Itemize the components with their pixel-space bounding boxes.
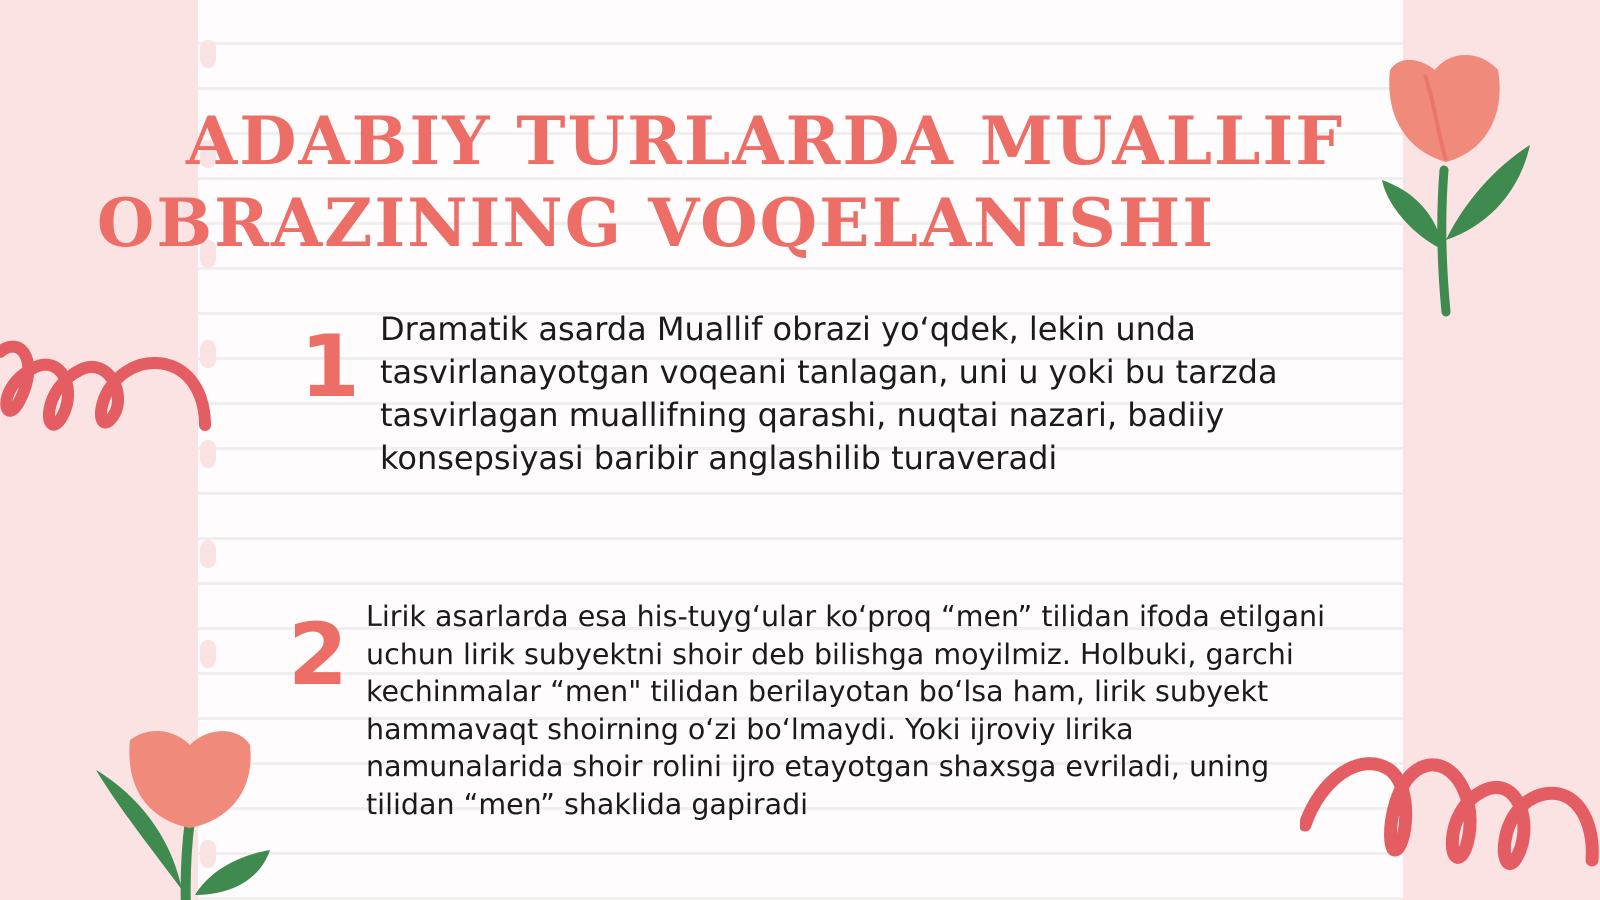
title-line: ADABIY TURLARDA MUALLIF [186, 102, 1345, 180]
tulip-icon [1380, 50, 1530, 320]
squiggle-icon [1300, 740, 1600, 900]
title-line: OBRAZINING VOQELANISHI [96, 184, 1216, 262]
squiggle-icon [0, 330, 220, 450]
item-text: Dramatik asarda Muallif obrazi yo‘qdek, lekin unda tasvirlanayotgan voqeani tanlagan, uni u yoki bu tarzda tasvirlagan muallifning qarashi, nuqtai nazari, badiiy konsepsiyasi baribir anglashilib turaveradi [380, 310, 1278, 477]
slide-title [96, 100, 1345, 264]
item-number: 1 [300, 317, 360, 417]
tulip-icon [90, 720, 280, 900]
item-text: Lirik asarlarda esa his-tuyg‘ular ko‘proq “men” tilidan ifoda etilgani uchun lirik subyektni shoir deb bilishga moyilmiz. Holbuki, garchi kechinmalar “men" tilidan berilayotan bo‘lsa ham, lirik subyekt hammavaqt shoirning o‘zi bo‘lmaydi. Yoki ijroviy lirika namunalarida shoir rolini ijro etayotgan shaxsga evriladi, uning tilidan “men” shaklida gapiradi [366, 600, 1326, 821]
item-number: 2 [288, 605, 348, 705]
